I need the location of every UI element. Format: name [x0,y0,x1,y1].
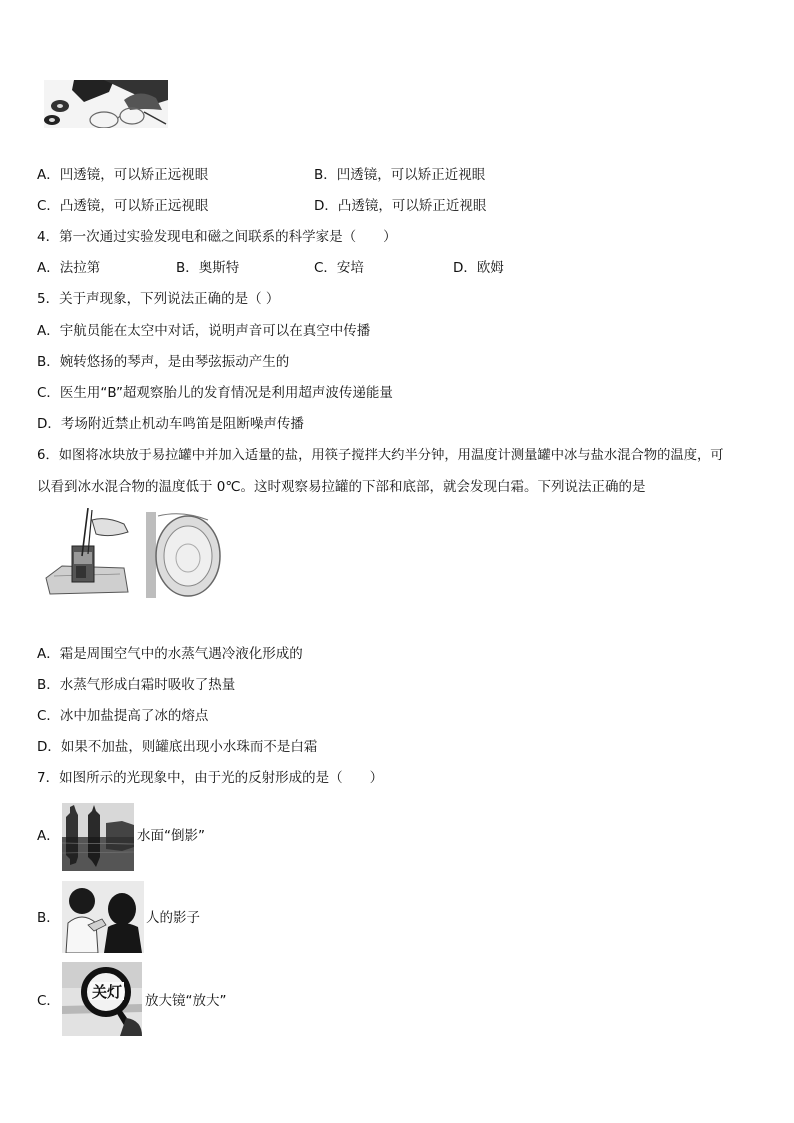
q5-option-b: B．婉转悠扬的琴声，是由琴弦振动产生的 [37,354,290,370]
q7-option-a-caption: 水面“倒影” [137,828,205,844]
q6-stem-line1: 6．如图将冰块放于易拉罐中并加入适量的盐，用筷子搅拌大约半分钟，用温度计测量罐中冰与盐水混合物的温度，可 [37,448,724,463]
person-shadow-photo [62,881,144,953]
q5-option-c: C．医生用“B”超观察胎儿的发育情况是利用超声波传递能量 [37,385,393,401]
q6-option-c: C．冰中加盐提高了冰的熔点 [37,708,209,724]
q4-option-b: B．奥斯特 [176,260,240,276]
q6-stem-line2: 以看到冰水混合物的温度低于 0℃。这时观察易拉罐的下部和底部，就会发现白霜。下列说法正确的是 [37,479,646,495]
q7-option-c-letter: C． [37,993,60,1009]
svg-text:关灯: 关灯 [92,983,123,1001]
q3-option-d: D．凸透镜，可以矫正近视眼 [314,198,487,214]
q4-option-d: D．欧姆 [453,260,504,276]
q4-stem: 4．第一次通过实验发现电和磁之间联系的科学家是（ ） [37,229,397,245]
q7-option-b-caption: 人的影子 [146,910,200,926]
q7-option-a-letter: A． [37,828,60,844]
magnifier-photo [62,962,142,1036]
q5-stem: 5．关于声现象，下列说法正确的是（ ） [37,291,280,307]
q4-option-c: C．安培 [314,260,364,276]
q6-option-d: D．如果不加盐，则罐底出现小水珠而不是白霜 [37,739,318,755]
q4-option-a: A．法拉第 [37,260,101,276]
q6-option-b: B．水蒸气形成白霜时吸收了热量 [37,677,236,693]
q5-option-a: A．宇航员能在太空中对话，说明声音可以在真空中传播 [37,323,371,339]
glasses-photo [44,80,168,128]
q7-option-c-caption: 放大镜“放大” [145,993,227,1009]
can-stirring-photo [44,508,130,598]
water-reflection-photo [62,803,134,871]
can-bottom-frost-photo [142,512,222,598]
q3-option-b: B．凹透镜，可以矫正近视眼 [314,167,486,183]
q3-option-a: A．凹透镜，可以矫正远视眼 [37,167,209,183]
q7-stem: 7．如图所示的光现象中，由于光的反射形成的是（ ） [37,770,384,786]
q7-option-b-letter: B． [37,910,60,926]
q5-option-d: D．考场附近禁止机动车鸣笛是阻断噪声传播 [37,416,304,432]
q6-option-a: A．霜是周围空气中的水蒸气遇冷液化形成的 [37,646,303,662]
q3-option-c: C．凸透镜，可以矫正远视眼 [37,198,209,214]
